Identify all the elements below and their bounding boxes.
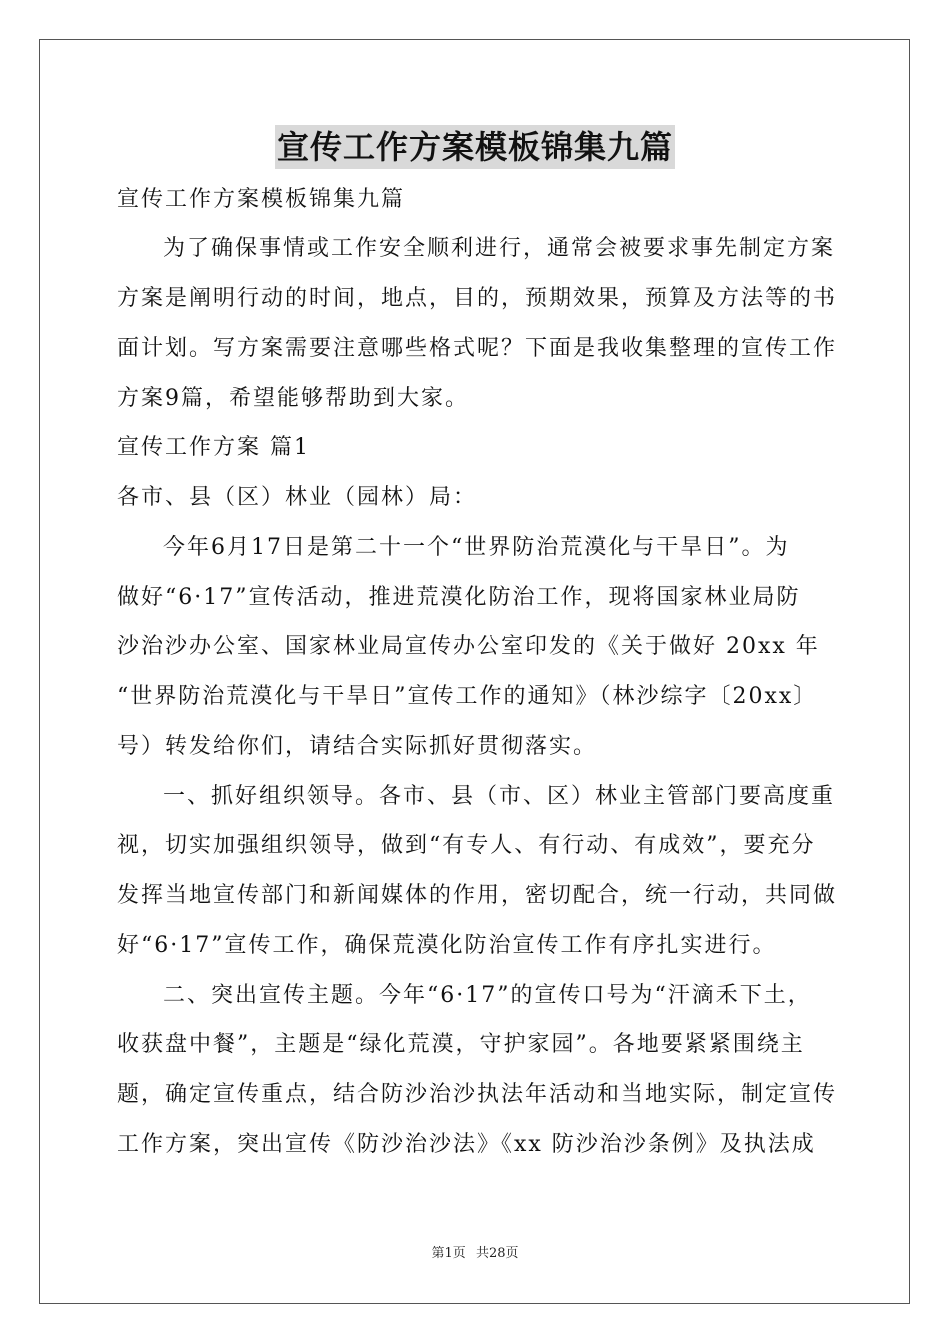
subtitle-line: 宣传工作方案模板锦集九篇 [117, 187, 406, 212]
paragraph-line: 一、抓好组织领导。各市、县（市、区）林业主管部门要高度重 [163, 784, 836, 809]
paragraph-line: 为了确保事情或工作安全顺利进行，通常会被要求事先制定方案 [163, 236, 836, 261]
paragraph-line: 题，确定宣传重点，结合防沙治沙执法年活动和当地实际，制定宣传 [117, 1082, 838, 1107]
paragraph-line: 做好“6·17”宣传活动，推进荒漠化防治工作，现将国家林业局防 [117, 585, 801, 610]
page-frame [39, 39, 910, 1304]
section-heading: 宣传工作方案 篇1 [117, 435, 310, 460]
paragraph-line: 二、突出宣传主题。今年“6·17”的宣传口号为“汗滴禾下土， [163, 983, 812, 1008]
paragraph-line: 工作方案，突出宣传《防沙治沙法》《xx 防沙治沙条例》及执法成 [117, 1132, 816, 1157]
paragraph-line: 发挥当地宣传部门和新闻媒体的作用，密切配合，统一行动，共同做 [117, 883, 838, 908]
paragraph-line: 收获盘中餐”，主题是“绿化荒漠，守护家园”。各地要紧紧围绕主 [117, 1032, 805, 1057]
salutation-line: 各市、县（区）林业（园林）局： [117, 485, 478, 510]
page-total: 共28页 [475, 1246, 519, 1261]
page-footer [0, 1245, 950, 1263]
document-title: 宣传工作方案模板锦集九篇 [275, 125, 675, 169]
paragraph-line: 方案9篇，希望能够帮助到大家。 [117, 386, 469, 411]
paragraph-line: 视，切实加强组织领导，做到“有专人、有行动、有成效”，要充分 [117, 833, 816, 858]
title-container [0, 125, 950, 169]
page-number: 第1页 [431, 1246, 466, 1261]
paragraph-line: 号）转发给你们，请结合实际抓好贯彻落实。 [117, 734, 598, 759]
paragraph-line: 今年6月17日是第二十一个“世界防治荒漠化与干旱日”。为 [163, 535, 790, 560]
paragraph-line: “世界防治荒漠化与干旱日”宣传工作的通知》（林沙综字〔20xx〕 [117, 684, 818, 709]
paragraph-line: 方案是阐明行动的时间，地点，目的，预期效果，预算及方法等的书 [117, 286, 838, 311]
paragraph-line: 面计划。写方案需要注意哪些格式呢？下面是我收集整理的宣传工作 [117, 336, 838, 361]
paragraph-line: 好“6·17”宣传工作，确保荒漠化防治宣传工作有序扎实进行。 [117, 933, 777, 958]
paragraph-line: 沙治沙办公室、国家林业局宣传办公室印发的《关于做好 20xx 年 [117, 634, 820, 659]
